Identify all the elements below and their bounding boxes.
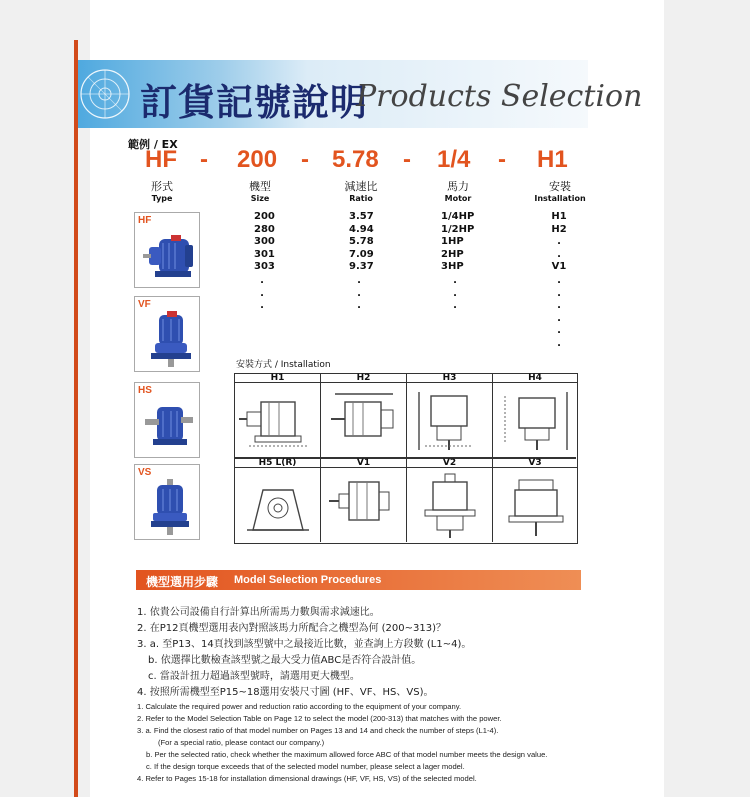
col-head-ratio: 減速比 Ratio — [344, 180, 378, 203]
en-step-3a-note: (For a special ratio, please contact our company.) — [158, 738, 325, 747]
type-box-vs — [134, 464, 200, 540]
gear-motor-horizontal-icon — [141, 227, 197, 285]
ratio-dots: . . . — [357, 275, 361, 312]
inst-v2-label: V2 — [407, 459, 492, 468]
motor-dots: . . . — [453, 275, 457, 312]
orange-stripe — [74, 40, 78, 797]
zh-step-3b: b. 依選擇比數檢查該型號之最大受力值ABC是否符合設計值。 — [148, 655, 422, 666]
zh-step-3c: c. 當設計扭力超過該型號時，請選用更大機型。 — [148, 671, 360, 682]
en-step-3b: b. Per the selected ratio, check whether the maximum allowed force ABC of that model number meets the design value. — [146, 750, 548, 759]
col-head-size: 機型 Size — [249, 180, 271, 203]
code-size: 200 — [237, 146, 278, 173]
en-step-3a: 3. a. Find the closest ratio of that model number on Pages 13 and 14 and check the number of steps (L1-4). — [137, 726, 499, 735]
install-h3-drawing — [411, 388, 489, 454]
type-box-hs — [134, 382, 200, 458]
installation-label: 安裝方式 / Installation — [236, 360, 331, 370]
type-label: VS — [138, 467, 152, 478]
col-head-type: 形式 Type — [151, 180, 173, 203]
zh-step-1: 1. 依貴公司設備自行計算出所需馬力數與需求減速比。 — [137, 607, 380, 618]
en-step-1: 1. Calculate the required power and reduction ratio according to the equipment of your company. — [137, 702, 462, 711]
code-dash: - — [301, 146, 309, 173]
gear-reducer-horizontal-icon — [141, 397, 197, 455]
inst-h5-label: H5 L(R) — [235, 459, 320, 468]
col-head-installation: 安裝 Installation — [534, 180, 586, 203]
install-h5-drawing — [239, 472, 317, 540]
install-v1-drawing — [325, 472, 403, 540]
install-h2-drawing — [325, 388, 403, 454]
type-label: HF — [138, 215, 152, 226]
right-margin — [664, 0, 750, 797]
inst-h3-label: H3 — [407, 374, 492, 383]
code-motor: 1/4 — [437, 146, 471, 173]
zh-step-2: 2. 在P12頁機型選用表內對照該馬力所配合之機型為何 (200~313)？ — [137, 623, 447, 634]
col-head-motor: 馬力 Motor — [444, 180, 472, 203]
install-h4-drawing — [497, 388, 575, 454]
title-en: Products Selection — [356, 79, 643, 114]
en-step-2: 2. Refer to the Model Selection Table on Page 12 to select the model (200-313) that matches with the power. — [137, 714, 502, 723]
code-ratio: 5.78 — [332, 146, 379, 173]
installation-values: H1 H2 . . V1 — [551, 211, 567, 273]
gear-logo-icon — [78, 64, 132, 124]
inst-h2-label: H2 — [321, 374, 406, 383]
install-v2-drawing — [411, 472, 489, 540]
inst-v3-label: V3 — [493, 459, 577, 468]
gear-motor-vertical-flange-icon — [141, 311, 197, 369]
zh-step-3a: 3. a. 至P13、14頁找到該型號中之最接近比數，並查詢上方段數 (L1~4)。 — [137, 639, 472, 650]
zh-step-4: 4. 按照所需機型至P15~18選用安裝尺寸圖 (HF、VF、HS、VS)。 — [137, 687, 434, 698]
procedures-header: 機型選用步驟 Model Selection Procedures — [136, 570, 581, 590]
installation-table — [234, 373, 578, 544]
en-step-4: 4. Refer to Pages 15-18 for installation dimensional drawings (HF, VF, HS, VS) of the selected model. — [137, 774, 477, 783]
type-box-vf — [134, 296, 200, 372]
install-h1-drawing — [239, 388, 317, 454]
code-dash: - — [498, 146, 506, 173]
motor-values: 1/4HP 1/2HP 1HP 2HP 3HP — [441, 211, 475, 273]
type-label: HS — [138, 385, 152, 396]
inst-v1-label: V1 — [321, 459, 406, 468]
ratio-values: 3.57 4.94 5.78 7.09 9.37 — [349, 211, 374, 273]
type-label: VF — [138, 299, 151, 310]
type-box-hf — [134, 212, 200, 288]
install-v3-drawing — [497, 472, 575, 540]
size-dots: . . . — [260, 275, 264, 312]
title-zh: 訂貨記號說明 — [140, 81, 368, 124]
example-label: 範例 / EX — [128, 138, 178, 151]
size-values: 200 280 300 301 303 — [254, 211, 275, 273]
code-installation: H1 — [537, 146, 568, 173]
inst-h4-label: H4 — [493, 374, 577, 383]
inst-h1-label: H1 — [235, 374, 320, 383]
installation-dots: . . . . . . — [557, 275, 561, 349]
gear-reducer-vertical-icon — [141, 479, 197, 537]
en-step-3c: c. If the design torque exceeds that of the selected model number, please select a lager model. — [146, 762, 465, 771]
code-type: HF — [145, 146, 177, 173]
code-dash: - — [200, 146, 208, 173]
code-dash: - — [403, 146, 411, 173]
